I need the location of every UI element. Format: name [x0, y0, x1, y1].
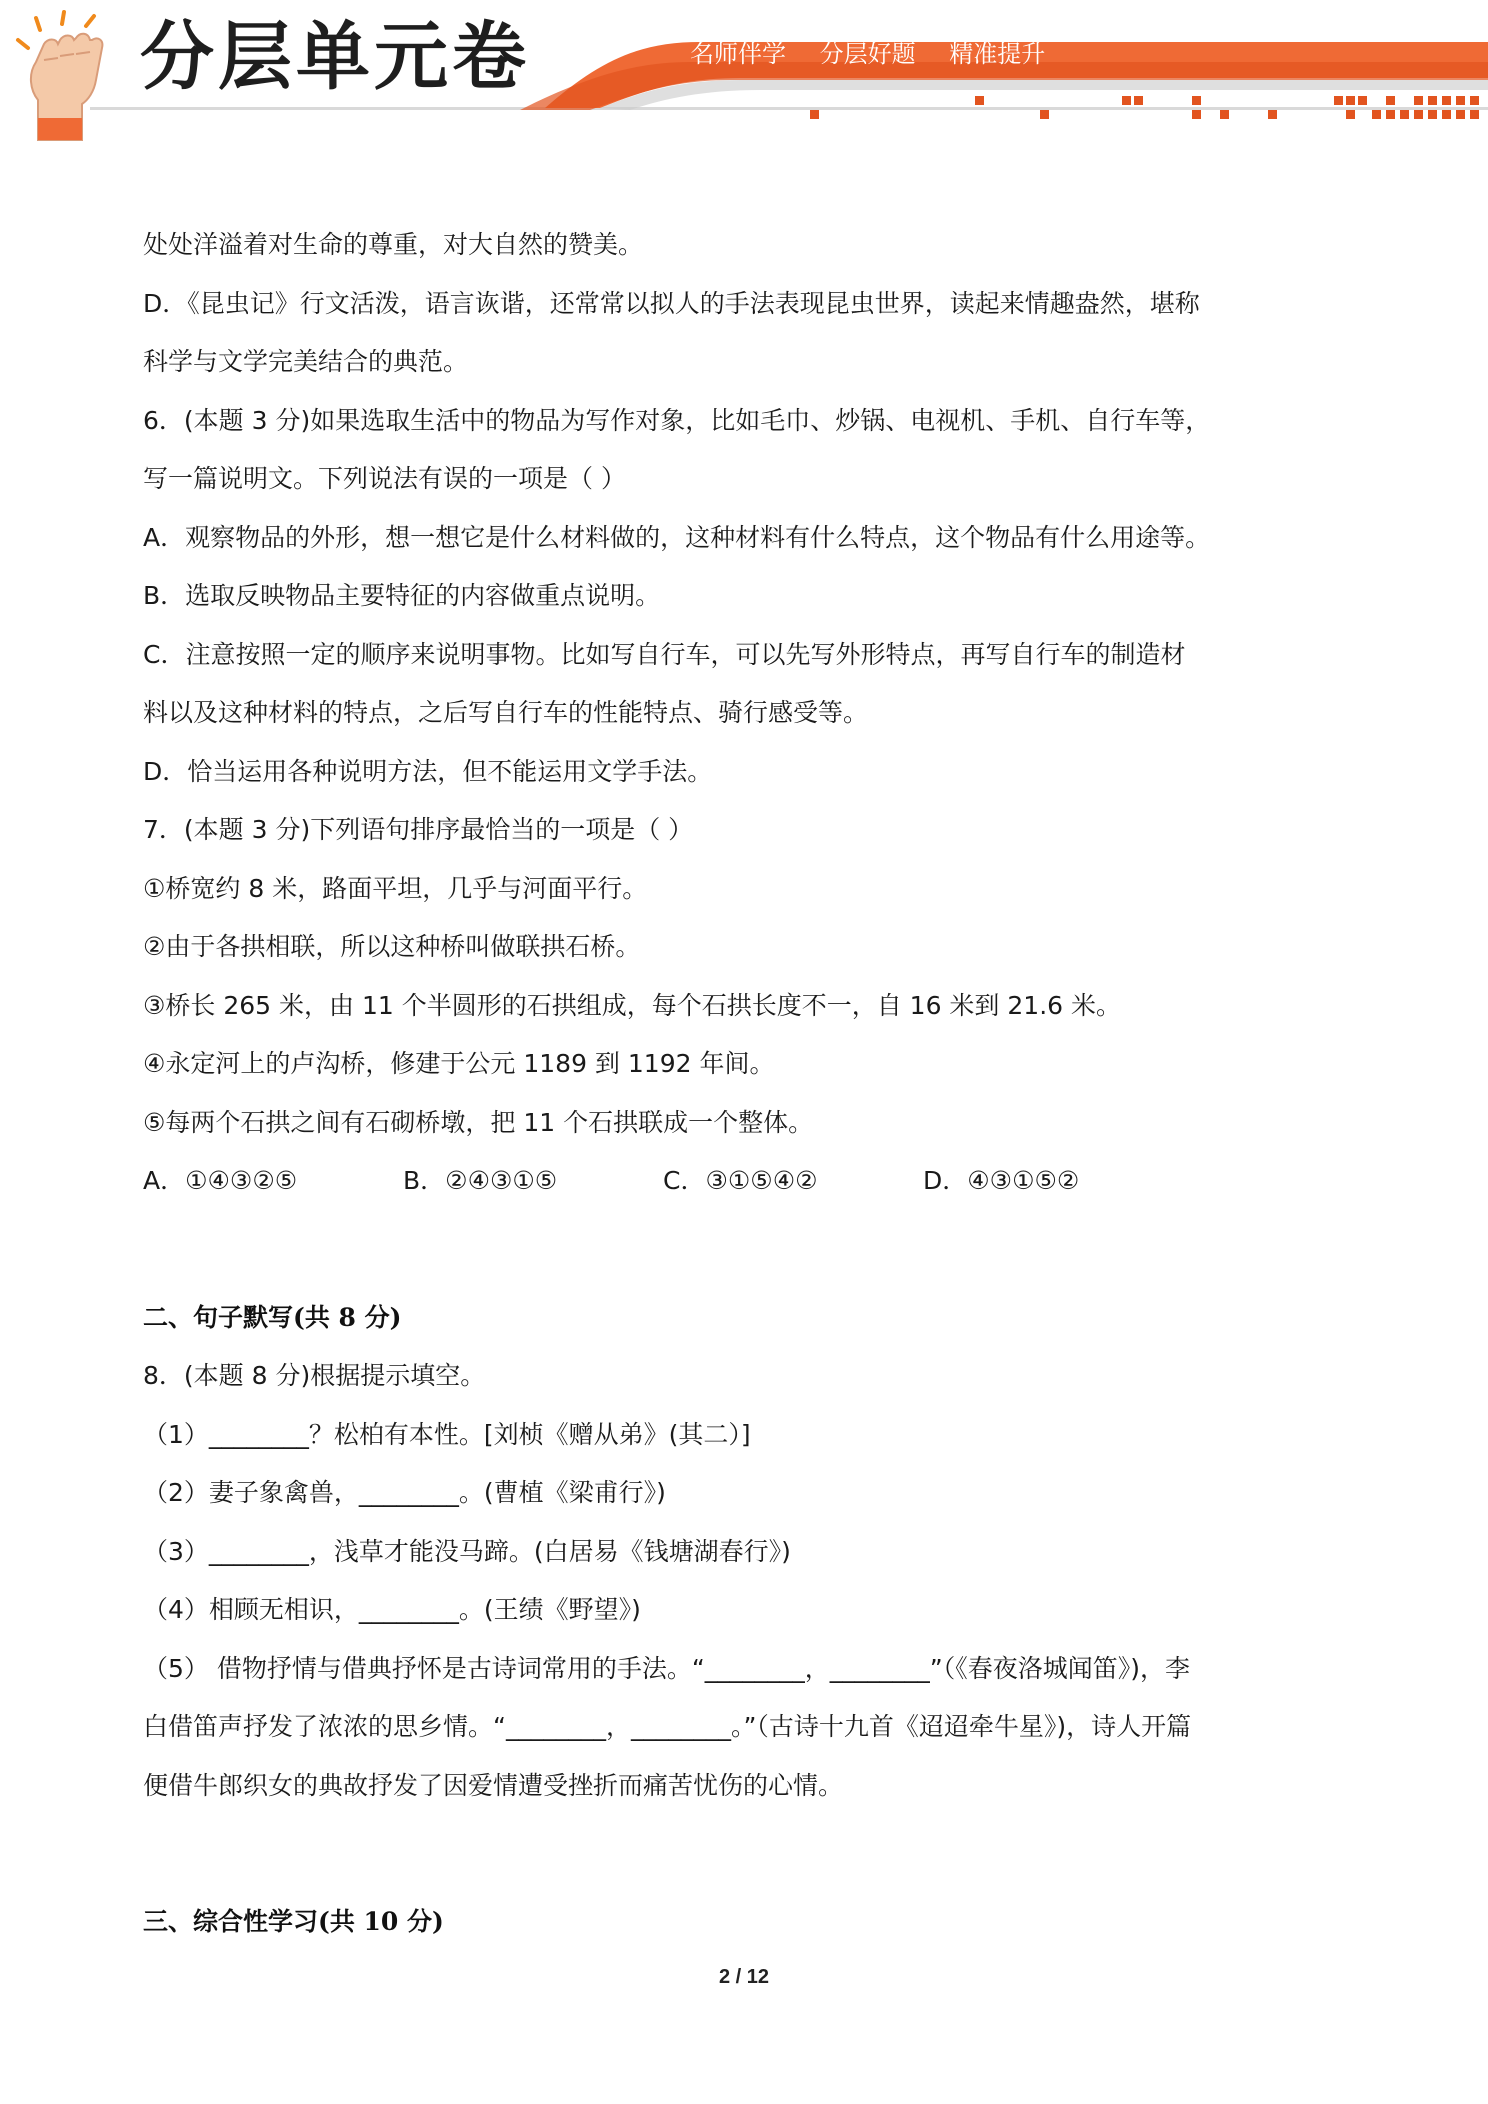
fill-blank-3: （3）________，浅草才能没马蹄。(白居易《钱塘湖春行》): [143, 1536, 791, 1566]
question-8: 8．(本题 8 分)根据提示填空。: [143, 1361, 486, 1390]
sentence-3: ③桥长 265 米，由 11 个半圆形的石拱组成，每个石拱长度不一，自 16 米到 21.6 米。: [143, 990, 1121, 1020]
text-line: 科学与文学完美结合的典范。: [143, 347, 469, 376]
section-3-title: 三、综合性学习(共 10 分): [143, 1907, 444, 1936]
fill-blank-4: （4）相顾无相识，________。(王绩《野望》): [143, 1595, 641, 1624]
option-a-line: A．观察物品的外形，想一想它是什么材料做的，这种材料有什么特点，这个物品有什么用途等。: [143, 522, 1211, 552]
q7-option-c: C．③①⑤④②: [663, 1166, 818, 1195]
question-6: 6．(本题 3 分)如果选取生活中的物品为写作对象，比如毛巾、炒锅、电视机、手机、自行车等，: [143, 405, 1211, 435]
q7-option-d: D．④③①⑤②: [923, 1166, 1080, 1195]
q7-option-b: B．②④③①⑤: [403, 1166, 558, 1195]
option-d-line: D．《昆虫记》行文活泼，语言诙谐，还常常以拟人的手法表现昆虫世界，读起来情趣盎然，堪称: [143, 288, 1200, 318]
header-slogan: [690, 42, 1071, 66]
sentence-5: ⑤每两个石拱之间有石砌桥墩，把 11 个石拱联成一个整体。: [143, 1107, 814, 1137]
brand-title: 分层单元卷: [140, 14, 530, 100]
text-line: 写一篇说明文。下列说法有误的一项是（ ）: [143, 464, 626, 493]
text-line: 白借笛声抒发了浓浓的思乡情。“________，________。”（古诗十九首《迢迢牵牛星》)，诗人开篇: [143, 1712, 1192, 1741]
fill-blank-1: （1）________？松柏有本性。[刘桢《赠从弟》(其二）]: [143, 1419, 751, 1449]
fist-hand-icon: [18, 12, 102, 140]
option-d-line: D．恰当运用各种说明方法，但不能运用文学手法。: [143, 756, 713, 786]
text-line: 料以及这种材料的特点，之后写自行车的性能特点、骑行感受等。: [143, 698, 869, 727]
option-b-line: B．选取反映物品主要特征的内容做重点说明。: [143, 581, 661, 610]
slogan-item: 名师伴学: [690, 40, 786, 68]
text-line: 便借牛郎织女的典故抒发了因爱情遭受挫折而痛苦忧伤的心情。: [143, 1770, 844, 1800]
sentence-4: ④永定河上的卢沟桥，修建于公元 1189 到 1192 年间。: [143, 1049, 775, 1078]
slogan-item: 精准提升: [949, 40, 1046, 68]
sentence-2: ②由于各拱相联，所以这种桥叫做联拱石桥。: [143, 932, 641, 961]
sentence-1: ①桥宽约 8 米，路面平坦，几乎与河面平行。: [143, 873, 648, 903]
option-c-line: C．注意按照一定的顺序来说明事物。比如写自行车，可以先写外形特点，再写自行车的制造材: [143, 639, 1186, 669]
page-number: 2 / 12: [718, 1966, 770, 1988]
page-header: [0, 0, 1488, 150]
question-7: 7．(本题 3 分)下列语句排序最恰当的一项是（ ）: [143, 815, 694, 844]
text-line: 处处洋溢着对生命的尊重，对大自然的赞美。: [143, 230, 644, 259]
q7-options: [143, 1152, 1253, 1211]
fill-blank-5: （5） 借物抒情与借典抒怀是古诗词常用的手法。“________，________”（《春夜洛城闻笛》)，李: [143, 1653, 1191, 1683]
q7-option-a: A．①④③②⑤: [143, 1166, 298, 1195]
slogan-item: 分层好题: [819, 40, 916, 68]
section-2-title: 二、句子默写(共 8 分): [143, 1302, 402, 1332]
document-body: [143, 216, 1253, 1952]
fill-blank-2: （2）妻子象禽兽，________。(曹植《梁甫行》): [143, 1478, 666, 1507]
